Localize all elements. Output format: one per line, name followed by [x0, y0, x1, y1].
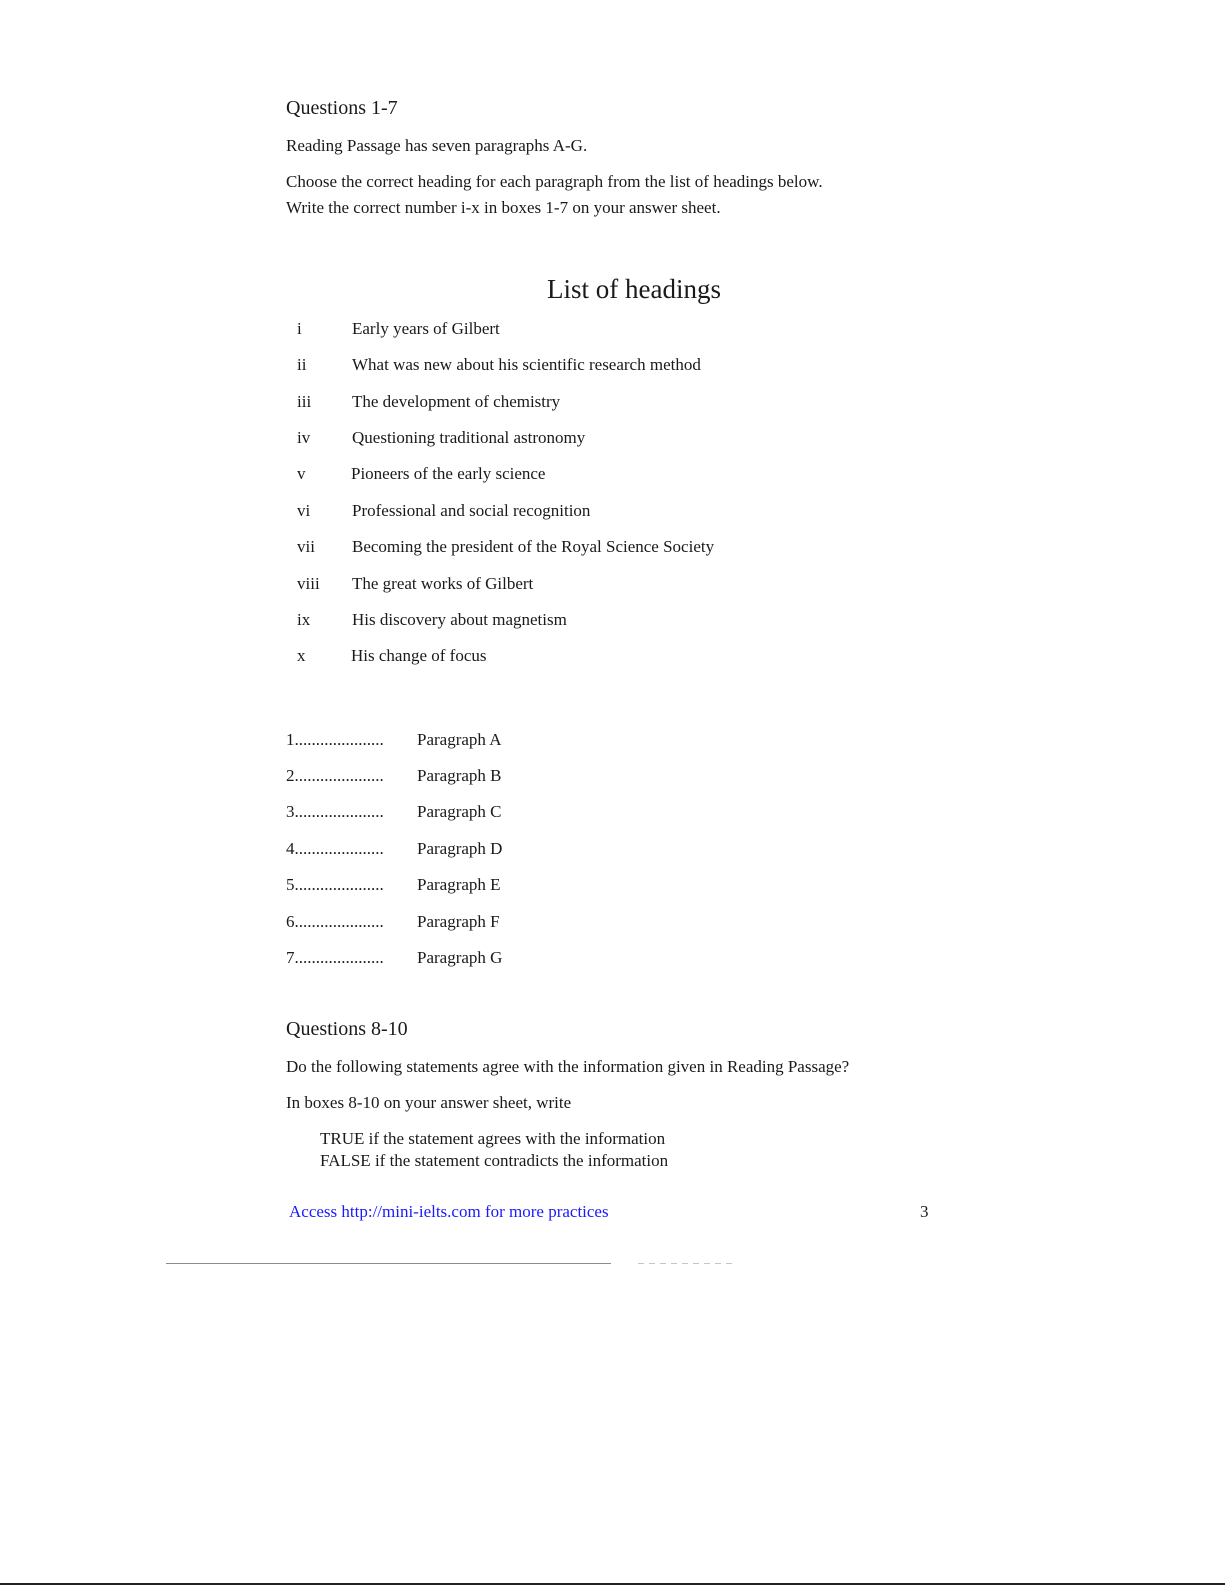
heading-text: Professional and social recognition — [352, 501, 591, 520]
faint-rule-fragment — [638, 1263, 733, 1264]
heading-text: The development of chemistry — [352, 392, 561, 411]
heading-text: Questioning traditional astronomy — [352, 428, 586, 447]
heading-numeral: iv — [297, 428, 311, 447]
heading-text: Early years of Gilbert — [352, 319, 500, 338]
heading-numeral: vi — [297, 501, 311, 520]
heading-numeral: i — [297, 319, 302, 338]
instruction-write-number: Write the correct number i-x in boxes 1-7 on your answer sheet. — [286, 198, 721, 217]
heading-text: Becoming the president of the Royal Science Society — [352, 537, 715, 556]
footer-rule — [166, 1263, 611, 1264]
instruction-choose-heading: Choose the correct heading for each paragraph from the list of headings below. — [286, 172, 823, 191]
paragraph-label: Paragraph D — [417, 839, 503, 858]
answer-blank: 6..................... — [286, 912, 384, 931]
heading-numeral: ix — [297, 610, 311, 629]
passage-intro: Reading Passage has seven paragraphs A-G. — [286, 136, 588, 155]
answer-blank: 1..................... — [286, 730, 384, 749]
paragraph-label: Paragraph B — [417, 766, 502, 785]
answer-sheet-instruction: In boxes 8-10 on your answer sheet, write — [286, 1093, 572, 1112]
practice-site-link[interactable]: Access http://mini-ielts.com for more practices — [289, 1202, 609, 1221]
answer-blank: 3..................... — [286, 802, 384, 821]
heading-text: The great works of Gilbert — [352, 574, 534, 593]
paragraph-label: Paragraph A — [417, 730, 502, 749]
heading-numeral: v — [297, 464, 306, 483]
false-definition: FALSE if the statement contradicts the information — [320, 1151, 669, 1170]
paragraph-label: Paragraph F — [417, 912, 500, 931]
heading-numeral: ii — [297, 355, 307, 374]
heading-numeral: viii — [297, 574, 320, 593]
answer-blank: 4..................... — [286, 839, 384, 858]
answer-blank: 7..................... — [286, 948, 384, 967]
paragraph-label: Paragraph E — [417, 875, 501, 894]
answer-blank: 5..................... — [286, 875, 384, 894]
heading-numeral: vii — [297, 537, 315, 556]
answer-blank: 2..................... — [286, 766, 384, 785]
heading-text: What was new about his scientific research method — [352, 355, 701, 374]
heading-text: His change of focus — [351, 646, 487, 665]
list-of-headings-title: List of headings — [547, 274, 721, 304]
page-number: 3 — [920, 1202, 929, 1221]
true-false-question: Do the following statements agree with the information given in Reading Passage? — [286, 1057, 850, 1076]
paragraph-label: Paragraph G — [417, 948, 503, 967]
heading-text: Pioneers of the early science — [351, 464, 546, 483]
heading-text: His discovery about magnetism — [352, 610, 567, 629]
heading-numeral: iii — [297, 392, 312, 411]
questions-8-10-title: Questions 8-10 — [286, 1018, 408, 1040]
heading-numeral: x — [297, 646, 306, 665]
paragraph-label: Paragraph C — [417, 802, 502, 821]
questions-1-7-title: Questions 1-7 — [286, 97, 398, 119]
true-definition: TRUE if the statement agrees with the information — [320, 1129, 666, 1148]
